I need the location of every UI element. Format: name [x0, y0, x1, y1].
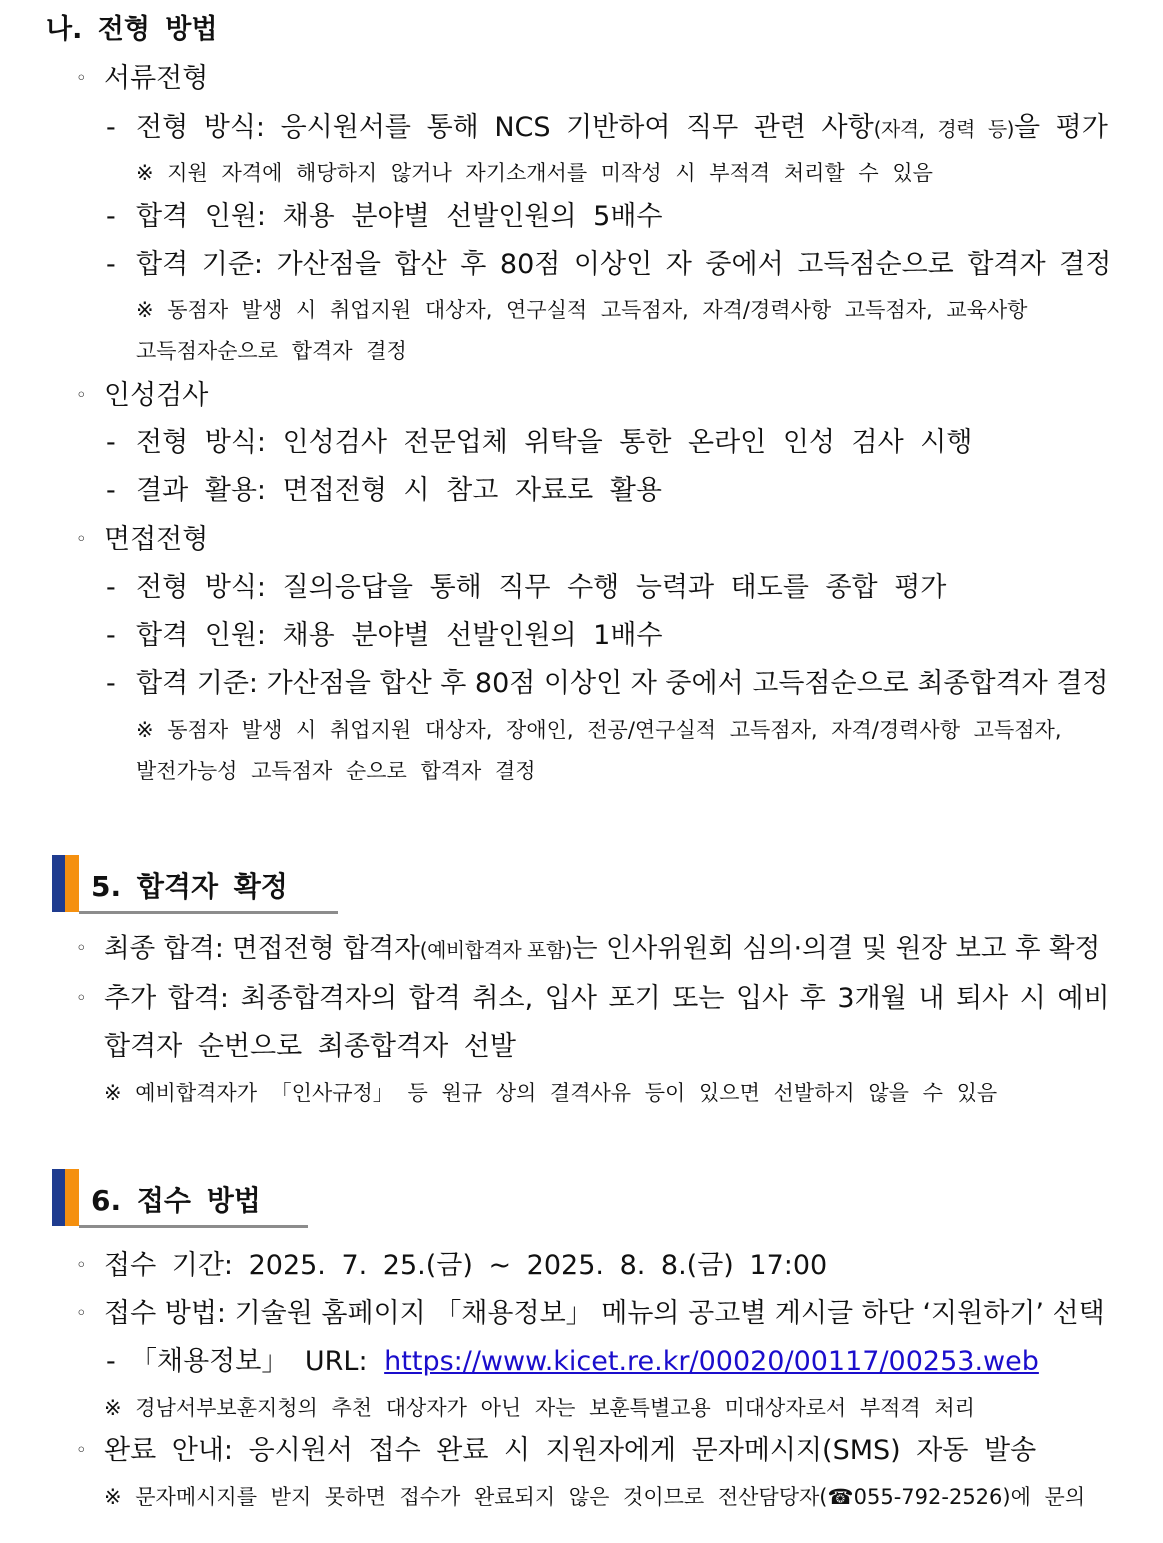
- doc-criteria-note-1: ※ 동점자 발생 시 취업지원 대상자, 연구실적 고득점자, 자격/경력사항 고득점자, 교육사항: [136, 298, 1028, 322]
- interview-method-line: [106, 572, 946, 603]
- apply-method-text: 접수 방법: 기술원 홈페이지 「채용정보」 메뉴의 공고별 게시글 하단 ‘지원하기’ 선택: [104, 1298, 1105, 1329]
- dash-bullet: -: [106, 112, 116, 143]
- final-pass-text: 최종 합격: 면접전형 합격자: [104, 933, 420, 964]
- dash-bullet: -: [106, 572, 116, 603]
- item-label: 서류전형: [104, 63, 209, 94]
- accent-bar-blue: [52, 855, 65, 912]
- circle-bullet: ◦: [76, 68, 87, 89]
- doc-pass-count-line: [106, 201, 663, 232]
- personality-usage: 결과 활용: 면접전형 시 참고 자료로 활용: [136, 475, 662, 506]
- dash-bullet: -: [106, 668, 116, 699]
- personality-method-line: [106, 427, 972, 458]
- dash-bullet: -: [106, 620, 116, 651]
- url-line: [106, 1346, 1039, 1377]
- apply-method-line: [76, 1298, 1105, 1329]
- circle-bullet: ◦: [76, 938, 87, 959]
- additional-pass-text-2: 합격자 순번으로 최종합격자 선발: [104, 1031, 516, 1062]
- final-pass-end: 는 인사위원회 심의·의결 및 원장 보고 후 확정: [572, 933, 1101, 964]
- circle-bullet: ◦: [76, 1255, 87, 1276]
- dash-bullet: -: [106, 475, 116, 506]
- item-interview: [76, 524, 208, 555]
- section-5-title: 5. 합격자 확정: [91, 870, 288, 903]
- completion-text: 완료 안내: 응시원서 접수 완료 시 지원자에게 문자메시지(SMS) 자동 발송: [104, 1435, 1037, 1466]
- dash-bullet: -: [106, 249, 116, 280]
- section5-note: ※ 예비합격자가 「인사규정」 등 원규 상의 결격사유 등이 있으면 선발하지 않을 수 있음: [104, 1081, 998, 1105]
- dash-bullet: -: [106, 427, 116, 458]
- period-text: 접수 기간: 2025. 7. 25.(금) ~ 2025. 8. 8.(금) 17:00: [104, 1250, 828, 1281]
- section-6-title: 6. 접수 방법: [91, 1184, 261, 1217]
- personality-method: 전형 방식: 인성검사 전문업체 위탁을 통한 온라인 인성 검사 시행: [136, 427, 973, 458]
- period-line: [76, 1250, 827, 1281]
- circle-bullet: ◦: [76, 385, 87, 406]
- circle-bullet: ◦: [76, 988, 87, 1009]
- contact-note: ※ 문자메시지를 받지 못하면 접수가 완료되지 않은 것이므로 전산담당자(☎055-792-2526)에 문의: [104, 1485, 1086, 1509]
- doc-pass-count: 합격 인원: 채용 분야별 선발인원의 5배수: [136, 201, 663, 232]
- personality-usage-line: [106, 475, 662, 506]
- interview-pass-criteria-line: [106, 668, 1108, 699]
- accent-bar-blue: [52, 1169, 65, 1226]
- accent-bar-orange: [65, 1169, 79, 1226]
- interview-criteria-note-2: 발전가능성 고득점자 순으로 합격자 결정: [136, 759, 536, 783]
- doc-method-note: ※ 지원 자격에 해당하지 않거나 자기소개서를 미작성 시 부적격 처리할 수 있음: [136, 161, 933, 185]
- completion-line: [76, 1435, 1036, 1466]
- accent-bar-orange: [65, 855, 79, 912]
- veterans-note: ※ 경남서부보훈지청의 추천 대상자가 아닌 자는 보훈특별고용 미대상자로서 부적격 처리: [104, 1396, 975, 1420]
- dash-bullet: -: [106, 201, 116, 232]
- interview-pass-count-line: [106, 620, 663, 651]
- doc-method-end: 을 평가: [1013, 112, 1108, 143]
- dash-bullet: -: [106, 1346, 116, 1377]
- interview-criteria-note-1: ※ 동점자 발생 시 취업지원 대상자, 장애인, 전공/연구실적 고득점자, 자격/경력사항 고득점자,: [136, 718, 1062, 742]
- final-pass-line: [76, 934, 1100, 964]
- doc-pass-criteria-line: [106, 249, 1111, 280]
- url-label: 「채용정보」 URL:: [130, 1346, 385, 1377]
- additional-pass-line: [76, 983, 1110, 1014]
- doc-method-line: [106, 112, 1108, 143]
- item-document-screening: [76, 63, 208, 94]
- additional-pass-text-1: 추가 합격: 최종합격자의 합격 취소, 입사 포기 또는 입사 후 3개월 내 퇴사 시 예비: [104, 983, 1110, 1014]
- circle-bullet: ◦: [76, 529, 87, 550]
- item-personality-test: [76, 380, 208, 411]
- recruit-url-link[interactable]: https://www.kicet.re.kr/00020/00117/00253.web: [384, 1346, 1039, 1377]
- interview-pass-count: 합격 인원: 채용 분야별 선발인원의 1배수: [136, 620, 663, 651]
- final-pass-small: (예비합격자 포함): [419, 938, 572, 962]
- subsection-title: 나. 전형 방법: [46, 14, 218, 45]
- doc-method-text: 전형 방식: 응시원서를 통해 NCS 기반하여 직무 관련 사항: [136, 112, 874, 143]
- item-label: 면접전형: [104, 524, 209, 555]
- circle-bullet: ◦: [76, 1303, 87, 1324]
- item-label: 인성검사: [104, 380, 209, 411]
- interview-pass-criteria: 합격 기준: 가산점을 합산 후 80점 이상인 자 중에서 고득점순으로 최종합격자 결정: [136, 668, 1109, 699]
- doc-criteria-note-2: 고득점자순으로 합격자 결정: [136, 339, 407, 363]
- section-underline: [79, 1225, 308, 1228]
- doc-pass-criteria: 합격 기준: 가산점을 합산 후 80점 이상인 자 중에서 고득점순으로 합격자 결정: [136, 249, 1112, 280]
- interview-method: 전형 방식: 질의응답을 통해 직무 수행 능력과 태도를 종합 평가: [136, 572, 947, 603]
- doc-method-small: (자격, 경력 등): [873, 117, 1014, 141]
- section-underline: [79, 911, 338, 914]
- circle-bullet: ◦: [76, 1440, 87, 1461]
